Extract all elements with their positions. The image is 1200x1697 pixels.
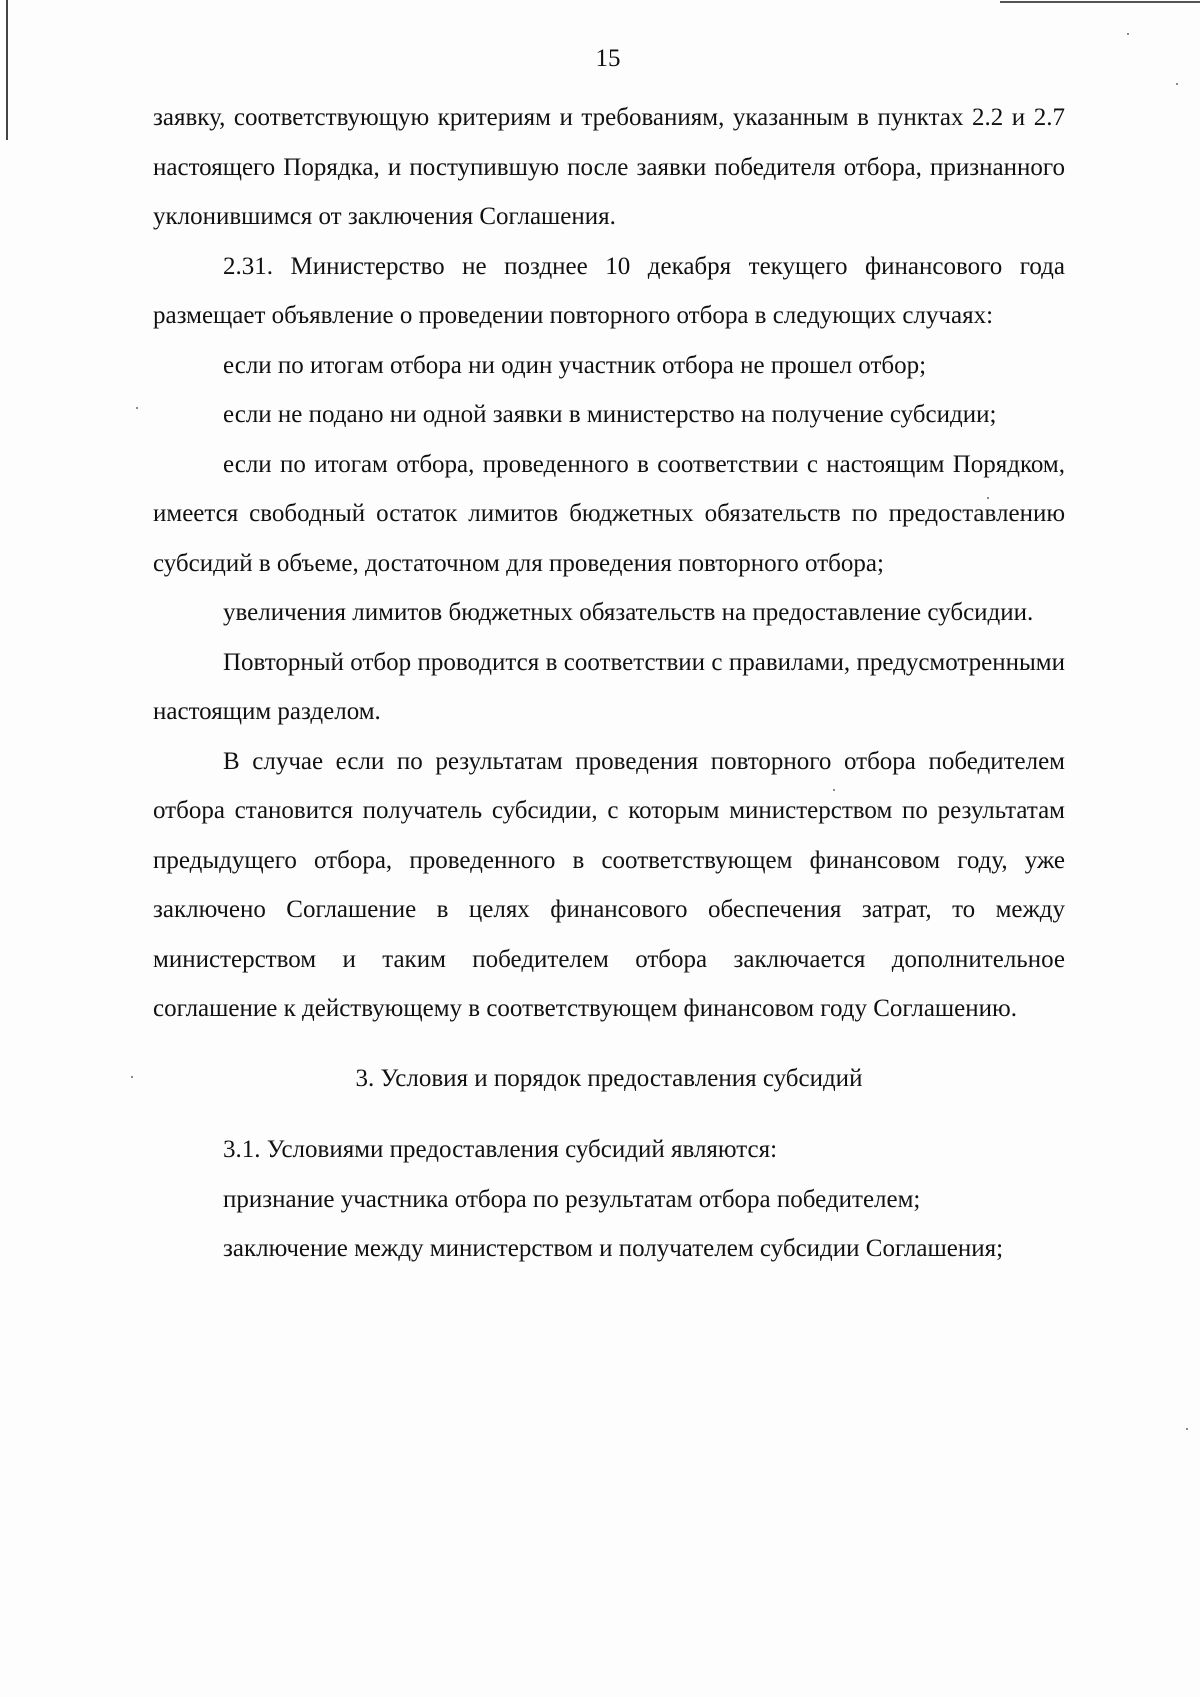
body-text (153, 93, 1065, 1274)
scan-speck (1127, 33, 1129, 35)
condition-agreement: заключение между министерством и получателем субсидии Соглашения; (223, 1235, 1004, 1262)
scan-speck (1176, 83, 1178, 85)
paragraph-2-31: 2.31. Министерство не позднее 10 декабря текущего финансового года размещает объявление о проведении повторного отбора в следующих случаях: (153, 252, 1065, 329)
case-free-limit: если по итогам отбора, проведенного в соответствии с настоящим Порядком, имеется свободный остаток лимитов бюджетных обязательств по предоставлению субсидий в объеме, достаточном для проведения повторного отбора; (153, 450, 1065, 577)
page-number: 15 (595, 45, 621, 72)
paragraph-continuation: заявку, соответствующую критериям и требованиям, указанным в пунктах 2.2 и 2.7 настоящего Порядка, и поступившую после заявки победителя отбора, признанного уклонившимся от заключения Соглашения. (153, 104, 1065, 230)
case-no-winner: если по итогам отбора ни один участник отбора не прошел отбор; (223, 351, 927, 379)
paragraph-repeat-rules: Повторный отбор проводится в соответствии с правилами, предусмотренными настоящим разделом. (153, 648, 1065, 725)
case-limit-increase: увеличения лимитов бюджетных обязательств на предоставление субсидии. (223, 599, 1034, 626)
scan-speck (136, 407, 138, 409)
scan-edge-top (1000, 1, 1200, 3)
paragraph-repeat-winner: В случае если по результатам проведения повторного отбора победителем отбора становится получатель субсидии, с которым министерством по результатам предыдущего отбора, проведенного в соответствующем финансовом году, уже заключено Соглашение в целях финансового обеспечения затрат, то между министерством и таким победителем отбора заключается дополнительное соглашение к действующему в соответствующем финансовом году Соглашению. (153, 747, 1065, 1022)
case-no-applications: если не подано ни одной заявки в министерство на получение субсидии; (223, 401, 997, 428)
paragraph-3-1: 3.1. Условиями предоставления субсидий являются: (223, 1136, 778, 1163)
condition-winner: признание участника отбора по результатам отбора победителем; (223, 1185, 921, 1213)
section-3-heading: 3. Условия и порядок предоставления субсидий (355, 1064, 863, 1092)
scan-speck (1186, 1428, 1188, 1430)
scan-speck (131, 1076, 133, 1078)
